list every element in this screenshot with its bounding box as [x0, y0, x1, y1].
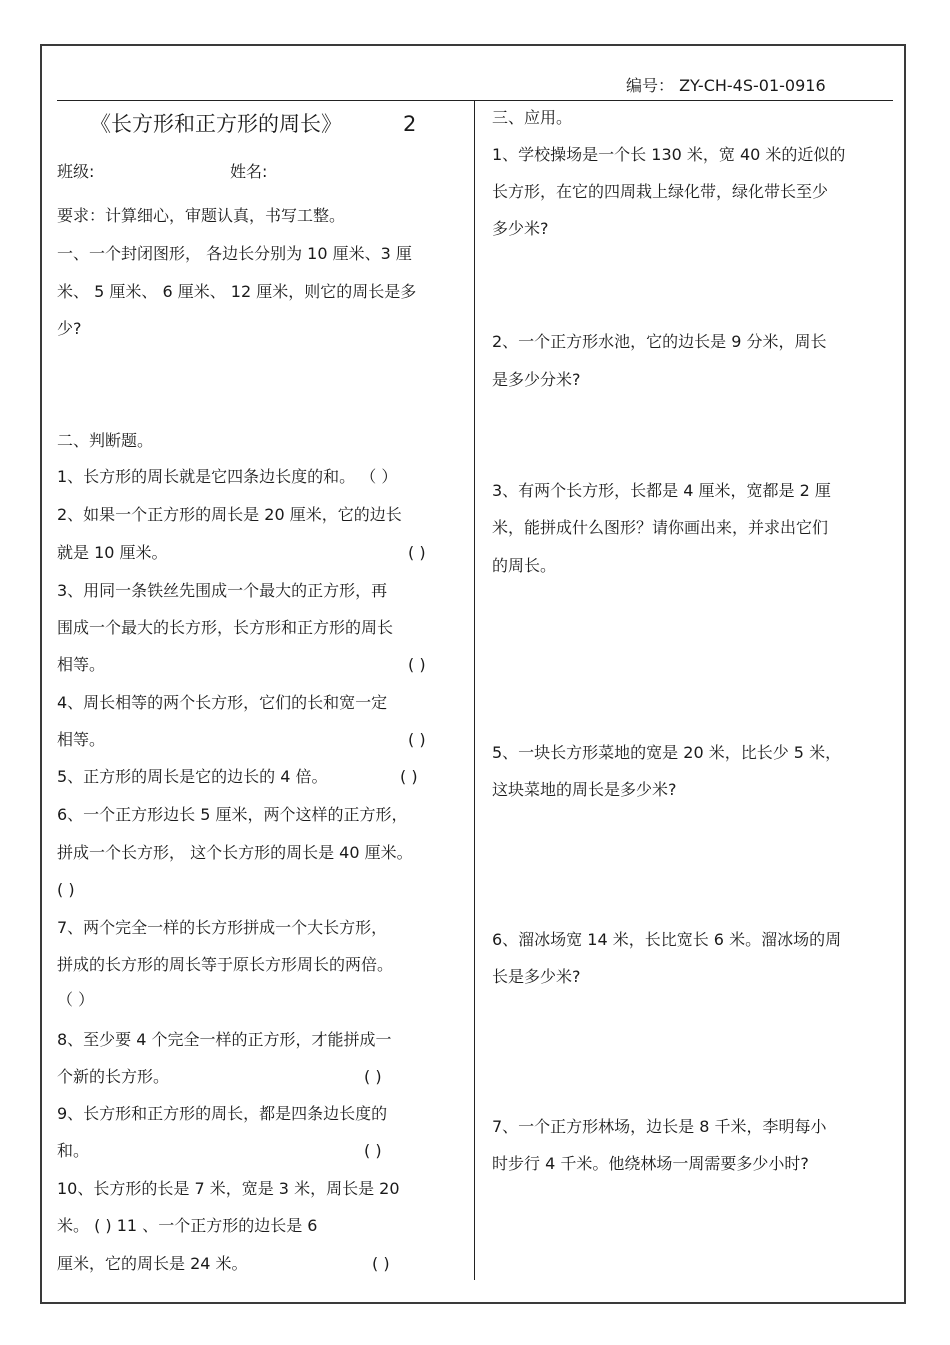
- application-line: 米，能拼成什么图形？请你画出来，并求出它们: [492, 518, 829, 537]
- application-line: 长方形，在它的四周栽上绿化带，绿化带长至少: [492, 182, 829, 201]
- application-line: 这块菜地的周长是多少米?: [492, 780, 677, 799]
- judge-line: 厘米，它的周长是 24 米。: [57, 1254, 248, 1273]
- class-label: 班级:: [57, 162, 95, 181]
- judge-line: 3、用同一条铁丝先围成一个最大的正方形，再: [57, 581, 388, 600]
- application-line: 多少米?: [492, 219, 549, 238]
- judge-line: 10、长方形的长是 7 米，宽是 3 米，周长是 20: [57, 1179, 400, 1198]
- judge-line: 和。: [57, 1141, 90, 1160]
- application-line: 6、溜冰场宽 14 米，长比宽长 6 米。溜冰场的周: [492, 930, 842, 949]
- judge-line: （ ）: [57, 990, 95, 1009]
- application-line: 7、一个正方形林场，边长是 8 千米，李明每小: [492, 1117, 827, 1136]
- application-line: 3、有两个长方形，长都是 4 厘米，宽都是 2 厘: [492, 481, 831, 500]
- section-three-title: 三、应用。: [492, 108, 573, 127]
- judge-line: 围成一个最大的长方形，长方形和正方形的周长: [57, 618, 394, 637]
- application-line: 时步行 4 千米。他绕林场一周需要多少小时?: [492, 1154, 809, 1173]
- judge-line: 5、正方形的周长是它的边长的 4 倍。: [57, 767, 328, 786]
- judge-line: 拼成的长方形的周长等于原长方形周长的两倍。: [57, 955, 394, 974]
- judge-line: 7、两个完全一样的长方形拼成一个大长方形，: [57, 918, 388, 937]
- judge-line: 相等。: [57, 655, 106, 674]
- question-one-line: 一、一个封闭图形， 各边长分别为 10 厘米、3 厘: [57, 244, 412, 263]
- application-line: 2、一个正方形水池，它的边长是 9 分米，周长: [492, 332, 827, 351]
- question-one-line: 少?: [57, 319, 82, 338]
- section-two-title: 二、判断题。: [57, 431, 154, 450]
- application-line: 1、学校操场是一个长 130 米，宽 40 米的近似的: [492, 145, 846, 164]
- application-line: 的周长。: [492, 556, 557, 575]
- judge-line: 6、一个正方形边长 5 厘米，两个这样的正方形，: [57, 805, 408, 824]
- judge-line: 1、长方形的周长就是它四条边长度的和。 （ ）: [57, 467, 398, 486]
- name-label: 姓名:: [230, 162, 268, 181]
- application-line: 长是多少米?: [492, 967, 581, 986]
- judge-line: 2、如果一个正方形的周长是 20 厘米，它的边长: [57, 505, 402, 524]
- judge-line: ( ): [57, 880, 75, 899]
- judge-line: 米。 ( ) 11 、一个正方形的边长是 6: [57, 1216, 318, 1235]
- answer-bracket: ( ): [408, 543, 426, 562]
- judge-line: 就是 10 厘米。: [57, 543, 168, 562]
- judge-line: 4、周长相等的两个长方形，它们的长和宽一定: [57, 693, 388, 712]
- requirement-text: 要求：计算细心，审题认真，书写工整。: [57, 206, 346, 225]
- answer-bracket: ( ): [372, 1254, 390, 1273]
- answer-bracket: ( ): [400, 767, 418, 786]
- judge-line: 8、至少要 4 个完全一样的正方形，才能拼成一: [57, 1030, 392, 1049]
- column-divider: [474, 100, 475, 1280]
- worksheet-number: 2: [403, 112, 417, 136]
- answer-bracket: ( ): [364, 1067, 382, 1086]
- answer-bracket: ( ): [408, 730, 426, 749]
- judge-line: 相等。: [57, 730, 106, 749]
- answer-bracket: ( ): [408, 655, 426, 674]
- application-line: 是多少分米?: [492, 370, 581, 389]
- answer-bracket: ( ): [364, 1141, 382, 1160]
- application-line: 5、一块长方形菜地的宽是 20 米，比长少 5 米，: [492, 743, 842, 762]
- judge-line: 9、长方形和正方形的周长，都是四条边长度的: [57, 1104, 388, 1123]
- header-rule: [57, 100, 893, 101]
- judge-line: 个新的长方形。: [57, 1067, 170, 1086]
- judge-line: 拼成一个长方形， 这个长方形的周长是 40 厘米。: [57, 843, 413, 862]
- document-code: 编号： ZY-CH-4S-01-0916: [626, 76, 826, 95]
- question-one-line: 米、 5 厘米、 6 厘米、 12 厘米，则它的周长是多: [57, 282, 417, 301]
- worksheet-title: 《长方形和正方形的周长》: [90, 112, 342, 136]
